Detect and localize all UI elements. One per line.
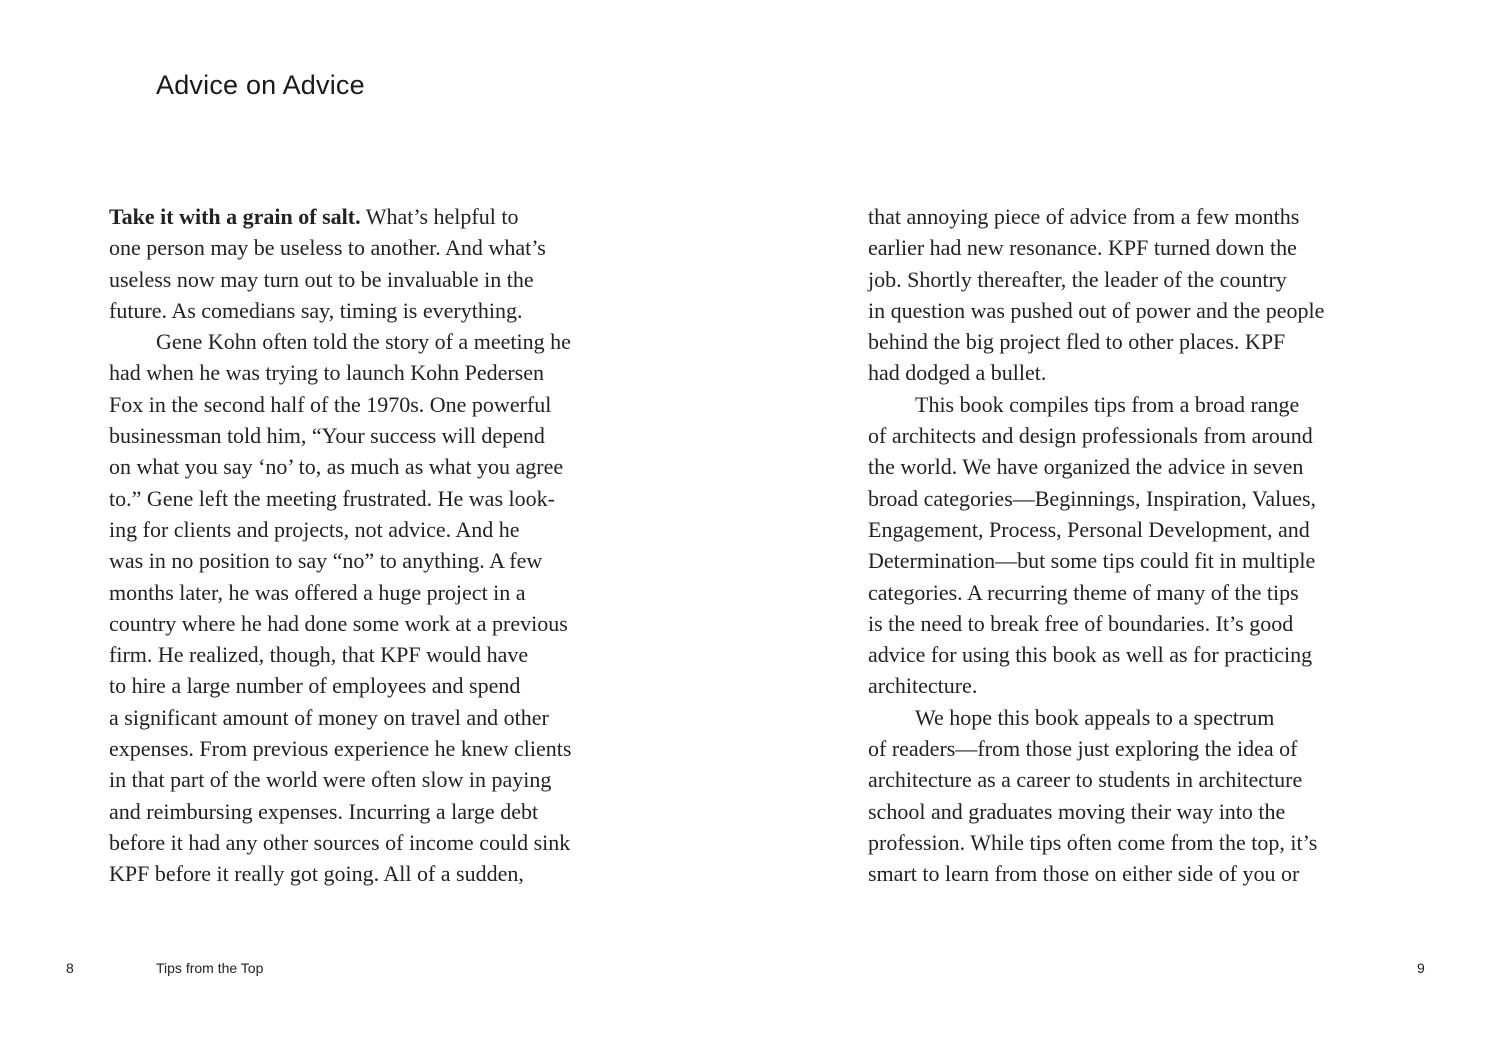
text-line: KPF before it really got going. All of a sudden, bbox=[109, 861, 524, 887]
text-line: Fox in the second half of the 1970s. One powerful bbox=[109, 391, 552, 417]
text-line: architecture as a career to students in architecture bbox=[868, 767, 1303, 793]
right-page-body bbox=[868, 201, 1408, 890]
text-line: categories. A recurring theme of many of the tips bbox=[868, 579, 1299, 605]
text-line: before it had any other sources of income could sink bbox=[109, 829, 571, 855]
text-line: smart to learn from those on either side of you or bbox=[868, 861, 1300, 887]
text-line: had dodged a bullet. bbox=[868, 360, 1047, 386]
text-line: to.” Gene left the meeting frustrated. He was look- bbox=[109, 485, 555, 511]
right-page-number: 9 bbox=[1417, 960, 1425, 976]
text-line: in that part of the world were often slow in paying bbox=[109, 767, 552, 793]
text-line: This book compiles tips from a broad range bbox=[915, 391, 1300, 417]
left-page-number: 8 bbox=[66, 960, 74, 976]
text-line: ing for clients and projects, not advice. And he bbox=[109, 516, 520, 542]
text-line: Engagement, Process, Personal Development, and bbox=[868, 516, 1310, 542]
text-line: in question was pushed out of power and the people bbox=[868, 297, 1325, 323]
run-in-heading: Take it with a grain of salt. bbox=[109, 204, 361, 229]
text-line: had when he was trying to launch Kohn Pedersen bbox=[109, 360, 545, 386]
text-line: architecture. bbox=[868, 673, 978, 699]
left-page-body bbox=[109, 201, 649, 890]
text-line: of architects and design professionals from around bbox=[868, 423, 1313, 449]
text-line: behind the big project fled to other places. KPF bbox=[868, 329, 1286, 355]
text-line: school and graduates moving their way into the bbox=[868, 798, 1286, 824]
text-line: to hire a large number of employees and spend bbox=[109, 673, 521, 699]
text-line: profession. While tips often come from the top, it’s bbox=[868, 829, 1318, 855]
line-text: What’s helpful to bbox=[360, 204, 519, 229]
text-line: on what you say ‘no’ to, as much as what you agree bbox=[109, 454, 564, 480]
chapter-title: Advice on Advice bbox=[156, 70, 365, 100]
text-line: job. Shortly thereafter, the leader of the country bbox=[868, 266, 1287, 292]
text-line: firm. He realized, though, that KPF would have bbox=[109, 642, 529, 668]
text-line: country where he had done some work at a previous bbox=[109, 610, 568, 636]
text-line: that annoying piece of advice from a few months bbox=[868, 204, 1300, 229]
text-line bbox=[109, 201, 649, 232]
text-line: of readers—from those just exploring the idea of bbox=[868, 736, 1298, 762]
text-line: advice for using this book as well as for practicing bbox=[868, 642, 1313, 668]
text-line: future. As comedians say, timing is everything. bbox=[109, 297, 523, 323]
text-line: months later, he was offered a huge project in a bbox=[109, 579, 526, 605]
text-line: Determination—but some tips could fit in multiple bbox=[868, 548, 1316, 574]
text-line: expenses. From previous experience he knew clients bbox=[109, 736, 572, 762]
text-line: useless now may turn out to be invaluable in the bbox=[109, 266, 534, 292]
text-line: businessman told him, “Your success will depend bbox=[109, 423, 545, 449]
text-line: one person may be useless to another. And what’s bbox=[109, 235, 546, 261]
text-line: is the need to break free of boundaries. It’s good bbox=[868, 610, 1294, 636]
text-line: earlier had new resonance. KPF turned down the bbox=[868, 235, 1297, 261]
text-line: broad categories—Beginnings, Inspiration, Values, bbox=[868, 485, 1317, 511]
text-line: and reimbursing expenses. Incurring a large debt bbox=[109, 798, 539, 824]
text-line: the world. We have organized the advice in seven bbox=[868, 454, 1304, 480]
text-line: We hope this book appeals to a spectrum bbox=[915, 704, 1275, 730]
text-line: a significant amount of money on travel and other bbox=[109, 704, 549, 730]
running-head: Tips from the Top bbox=[156, 960, 264, 976]
text-line: was in no position to say “no” to anything. A few bbox=[109, 548, 543, 574]
text-line: Gene Kohn often told the story of a meeting he bbox=[156, 329, 571, 355]
